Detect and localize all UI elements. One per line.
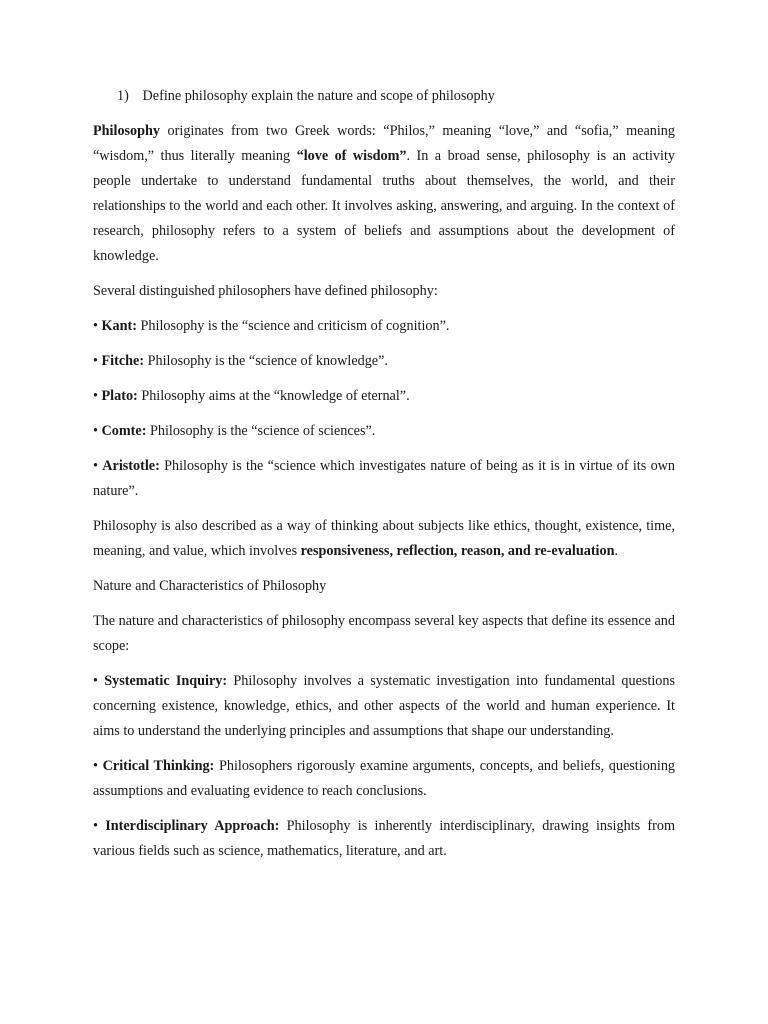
way-emphasis: responsiveness, reflection, reason, and re-evaluation <box>300 543 615 559</box>
section-intro: The nature and characteristics of philosophy encompass several key aspects that define its essence and scope: <box>93 613 675 654</box>
characteristic-text: Philosophy involves a systematic investigation into fundamental questions concerning existence, knowledge, ethics, and other aspects of the world and human experience. It aims to understand the underlying principles and assumptions that shape our understanding. <box>93 673 676 739</box>
definition-name: Kant: <box>101 318 137 334</box>
way-text-2: . <box>614 543 619 559</box>
intro-emphasis: “love of wisdom” <box>296 148 407 164</box>
definition-text: Philosophy is the “science which investigates nature of being as it is in virtue of its own nature”. <box>93 458 676 499</box>
question-number: 1) <box>117 88 129 104</box>
definition-text: Philosophy is the “science of knowledge”. <box>144 353 388 369</box>
definition-item <box>93 384 675 409</box>
definition-item <box>93 454 675 504</box>
characteristic-text: Philosophy is inherently interdisciplinary, drawing insights from various fields such as science, mathematics, literature, and art. <box>93 818 675 859</box>
definition-name: Aristotle: <box>102 458 160 474</box>
definition-item <box>93 314 675 339</box>
bullet: • <box>93 353 102 369</box>
intro-term: Philosophy <box>93 123 161 139</box>
characteristic-name: Critical Thinking: <box>102 758 215 774</box>
definitions-intro: Several distinguished philosophers have defined philosophy: <box>93 283 438 299</box>
definition-item <box>93 419 675 444</box>
definition-text: Philosophy is the “science and criticism of cognition”. <box>136 318 450 334</box>
bullet: • <box>93 458 103 474</box>
section-title: Nature and Characteristics of Philosophy <box>93 578 327 594</box>
intro-text-1: originates from two Greek words: “Philos,” meaning “love,” and “sofia,” meaning “wisdom,” thus literally meaning <box>93 123 675 164</box>
characteristic-name: Systematic Inquiry: <box>104 673 228 689</box>
definition-item <box>93 349 675 374</box>
way-of-thinking-paragraph <box>93 514 675 564</box>
definition-name: Fitche: <box>101 353 145 369</box>
intro-text-2: . In a broad sense, philosophy is an activity people undertake to understand fundamental truths about themselves, the world, and their relationships to the world and each other. It involves asking, answering, and arguing. In the context of research, philosophy refers to a system of beliefs and assumptions about the development of knowledge. <box>93 148 675 264</box>
bullet: • <box>93 318 102 334</box>
question-heading <box>93 84 675 109</box>
bullet: • <box>93 388 102 404</box>
characteristic-item <box>93 754 675 804</box>
characteristic-item <box>93 669 675 744</box>
document-page <box>93 84 675 874</box>
bullet: • <box>93 673 105 689</box>
bullet: • <box>93 758 103 774</box>
definition-name: Plato: <box>101 388 138 404</box>
characteristic-name: Interdisciplinary Approach: <box>105 818 280 834</box>
way-text-1: Philosophy is also described as a way of thinking about subjects like ethics, thought, existence, time, meaning, and value, which involves <box>93 518 675 559</box>
definition-text: Philosophy aims at the “knowledge of eternal”. <box>137 388 410 404</box>
definition-name: Comte: <box>101 423 147 439</box>
definition-text: Philosophy is the “science of sciences”. <box>146 423 376 439</box>
characteristic-item <box>93 814 675 864</box>
characteristic-text: Philosophers rigorously examine arguments, concepts, and beliefs, questioning assumptions and evaluating evidence to reach conclusions. <box>93 758 676 799</box>
bullet: • <box>93 423 102 439</box>
question-text: Define philosophy explain the nature and scope of philosophy <box>142 88 495 104</box>
intro-paragraph <box>93 119 675 269</box>
bullet: • <box>93 818 106 834</box>
